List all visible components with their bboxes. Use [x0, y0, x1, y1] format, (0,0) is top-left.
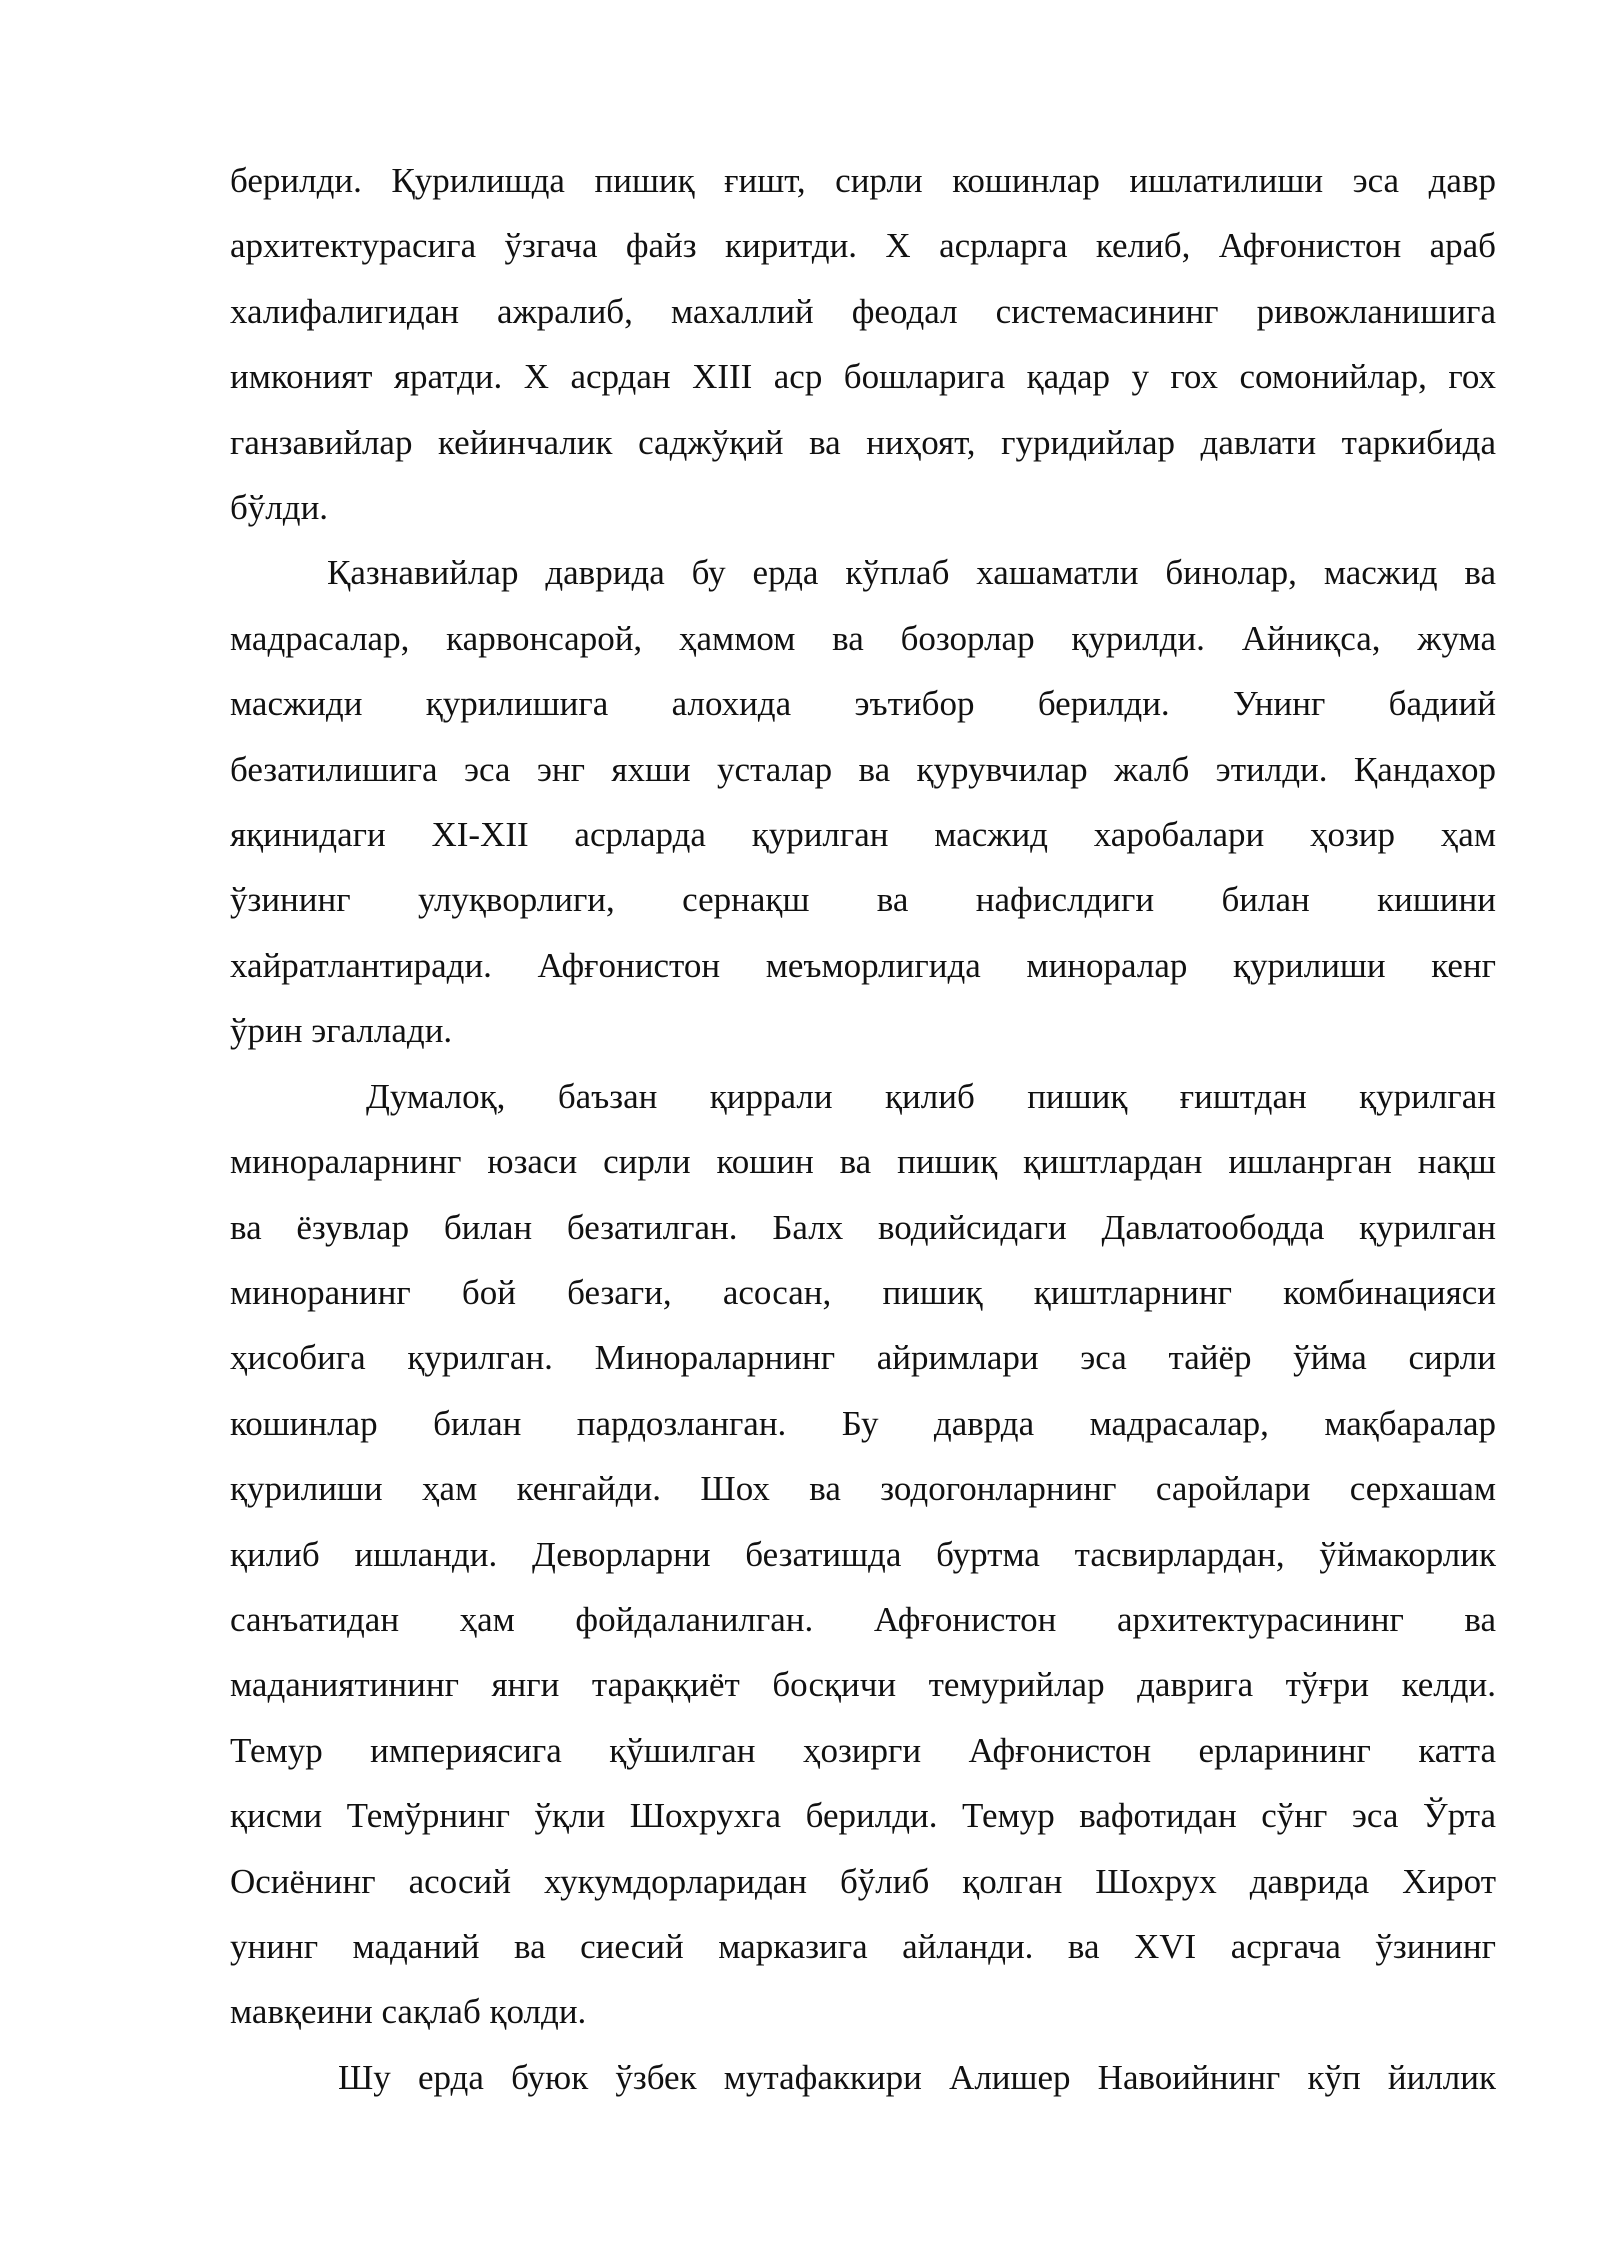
- text-line: бўлди.: [230, 488, 329, 528]
- text-line: ганзавийлар кейинчалик саджўқий ва ниҳоят, гуридийлар давлати таркибида: [230, 422, 1496, 462]
- text-line: безатилишига эса энг яхши усталар ва қурувчилар жалб этилди. Қандахор: [230, 749, 1496, 789]
- paragraph: [230, 540, 1496, 1063]
- text-line: халифалигидан ажралиб, махаллий феодал системасининг ривожланишига: [230, 291, 1496, 331]
- text-line: берилди. Қурилишда пишиқ ғишт, сирли кошинлар ишлатилиши эса давр: [230, 161, 1496, 200]
- text-line: миноранинг бой безаги, асосан, пишиқ қиштларнинг комбинацияси: [230, 1272, 1496, 1312]
- text-line: қисми Темўрнинг ўқли Шохрухга берилди. Темур вафотидан сўнг эса Ўрта: [230, 1796, 1496, 1836]
- text-line: яқинидаги XI-XII асрларда қурилган масжид харобалари ҳозир ҳам: [230, 815, 1496, 855]
- text-line: Думалоқ, баъзан қиррали қилиб пишиқ ғиштдан қурилган: [366, 1076, 1496, 1116]
- text-line: маданиятининг янги тараққиёт босқичи темурийлар даврига тўғри келди.: [230, 1665, 1496, 1705]
- paragraph: [230, 148, 1496, 540]
- text-line: Темур империясига қўшилган ҳозирги Афғонистон ерларининг катта: [230, 1730, 1496, 1770]
- text-line: ҳисобига қурилган. Минораларнинг айримлари эса тайёр ўйма сирли: [230, 1338, 1496, 1378]
- text-line: архитектурасига ўзгача файз киритди. Х асрларга келиб, Афғонистон араб: [230, 226, 1496, 266]
- text-line: мавқеини сақлаб қолди.: [230, 1992, 587, 2032]
- text-line: Қазнавийлар даврида бу ерда кўплаб хашаматли бинолар, масжид ва: [327, 553, 1496, 593]
- document-page: [230, 148, 1496, 2110]
- text-line: масжиди қурилишига алохида эътибор берилди. Унинг бадиий: [230, 684, 1496, 724]
- text-line: ва ёзувлар билан безатилган. Балх водийсидаги Давлатоободда қурилган: [230, 1207, 1496, 1247]
- text-line: минораларнинг юзаси сирли кошин ва пишиқ қиштлардан ишланрган нақш: [230, 1142, 1496, 1182]
- text-line: санъатидан ҳам фойдаланилган. Афғонистон архитектурасининг ва: [230, 1599, 1496, 1639]
- text-line: ўрин эгаллади.: [230, 1011, 453, 1051]
- text-line: унинг маданий ва сиесий марказига айланди. ва XVI асргача ўзининг: [230, 1926, 1496, 1966]
- text-line: Шу ерда буюк ўзбек мутафаккири Алишер Навоийнинг кўп йиллик: [338, 2057, 1496, 2097]
- paragraphs-container: [230, 148, 1496, 2110]
- text-line: ўзининг улуқворлиги, сернақш ва нафислдиги билан кишини: [230, 880, 1496, 920]
- text-line: қилиб ишланди. Деворларни безатишда буртма тасвирлардан, ўймакорлик: [230, 1534, 1496, 1574]
- text-line: кошинлар билан пардозланган. Бу даврда мадрасалар, мақбаралар: [230, 1403, 1496, 1443]
- text-line: Осиёнинг асосий хукумдорларидан бўлиб қолган Шохрух даврида Хирот: [230, 1861, 1496, 1901]
- text-line: қурилиши ҳам кенгайди. Шох ва зодогонларнинг саройлари серхашам: [230, 1469, 1496, 1509]
- paragraph: [230, 2045, 1496, 2110]
- text-line: мадрасалар, карвонсарой, ҳаммом ва бозорлар қурилди. Айниқса, жума: [230, 618, 1496, 658]
- text-line: имконият яратди. Х асрдан XIII аср бошларига қадар у гох сомонийлар, гох: [230, 357, 1496, 397]
- paragraph: [230, 1064, 1496, 2045]
- text-line: хайратлантиради. Афғонистон меъморлигида миноралар қурилиши кенг: [230, 945, 1496, 985]
